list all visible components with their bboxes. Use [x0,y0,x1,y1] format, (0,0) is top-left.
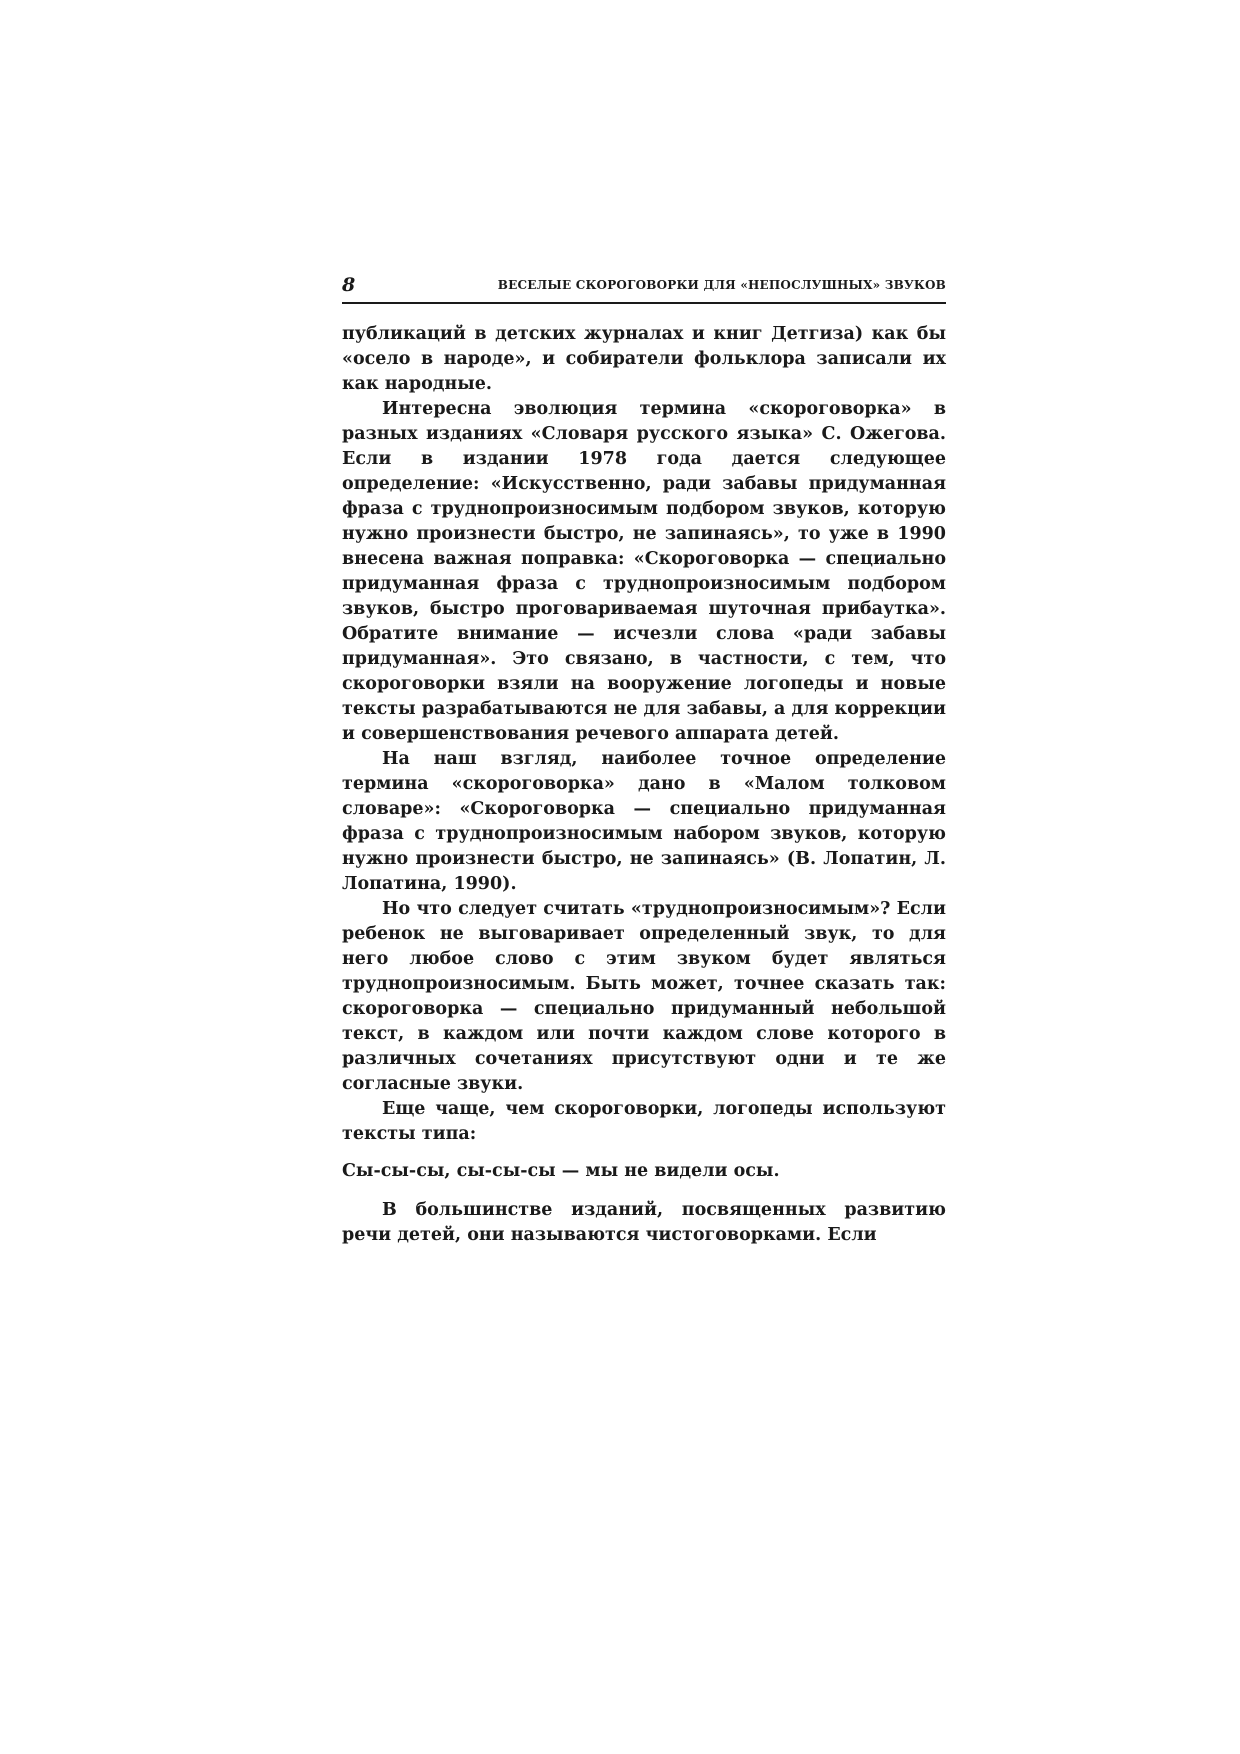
body-text [342,322,946,1248]
paragraph-hard-to-pronounce: Но что следует считать «труднопроизносимым»? Если ребенок не выговаривает определенный звук, то для него любое слово с этим звуком будет являться труднопроизносимым. Быть может, точнее сказать так: скороговорка — специально придуманный небольшой текст, в каждом или почти каждом слове которого в различных сочетаниях присутствуют одни и те же согласные звуки. [342,899,946,1094]
running-head-title: ВЕСЕЛЫЕ СКОРОГОВОРКИ ДЛЯ «НЕПОСЛУШНЫХ» ЗВУКОВ [497,278,946,292]
paragraph-continued: публикаций в детских журналах и книг Детгиза) как бы «осело в народе», и собиратели фольклора записали их как народные. [342,324,946,394]
book-page [342,272,946,1248]
page-number: 8 [342,274,356,296]
paragraph-final: В большинстве изданий, посвященных развитию речи детей, они называются чистоговорками. Если [342,1200,946,1245]
paragraph-logopedists: Еще чаще, чем скороговорки, логопеды используют тексты типа: [342,1099,946,1144]
example-tongue-twister: Сы-сы-сы, сы-сы-сы — мы не видели осы. [342,1161,780,1181]
paragraph-term-evolution: Интересна эволюция термина «скороговорка» в разных изданиях «Словаря русского языка» С. Ожегова. Если в издании 1978 года дается следующее определение: «Искусственно, ради забавы придуманная фраза с труднопроизносимым подбором звуков, которую нужно произнести быстро, не запинаясь», то уже в 1990 внесена важная поправка: «Скороговорка — специально придуманная фраза с труднопроизносимым подбором звуков, быстро проговариваемая шуточная прибаутка». Обратите внимание — исчезли слова «ради забавы придуманная». Это связано, в частности, с тем, что скороговорки взяли на вооружение логопеды и новые тексты разрабатываются не для забавы, а для коррекции и совершенствования речевого аппарата детей. [342,399,946,744]
paragraph-definition: На наш взгляд, наиболее точное определение термина «скороговорка» дано в «Малом толковом словаре»: «Скороговорка — специально придуманная фраза с труднопроизносимым набором звуков, которую нужно произнести быстро, не запинаясь» (В. Лопатин, Л. Лопатина, 1990). [342,749,946,894]
running-head [342,272,946,304]
